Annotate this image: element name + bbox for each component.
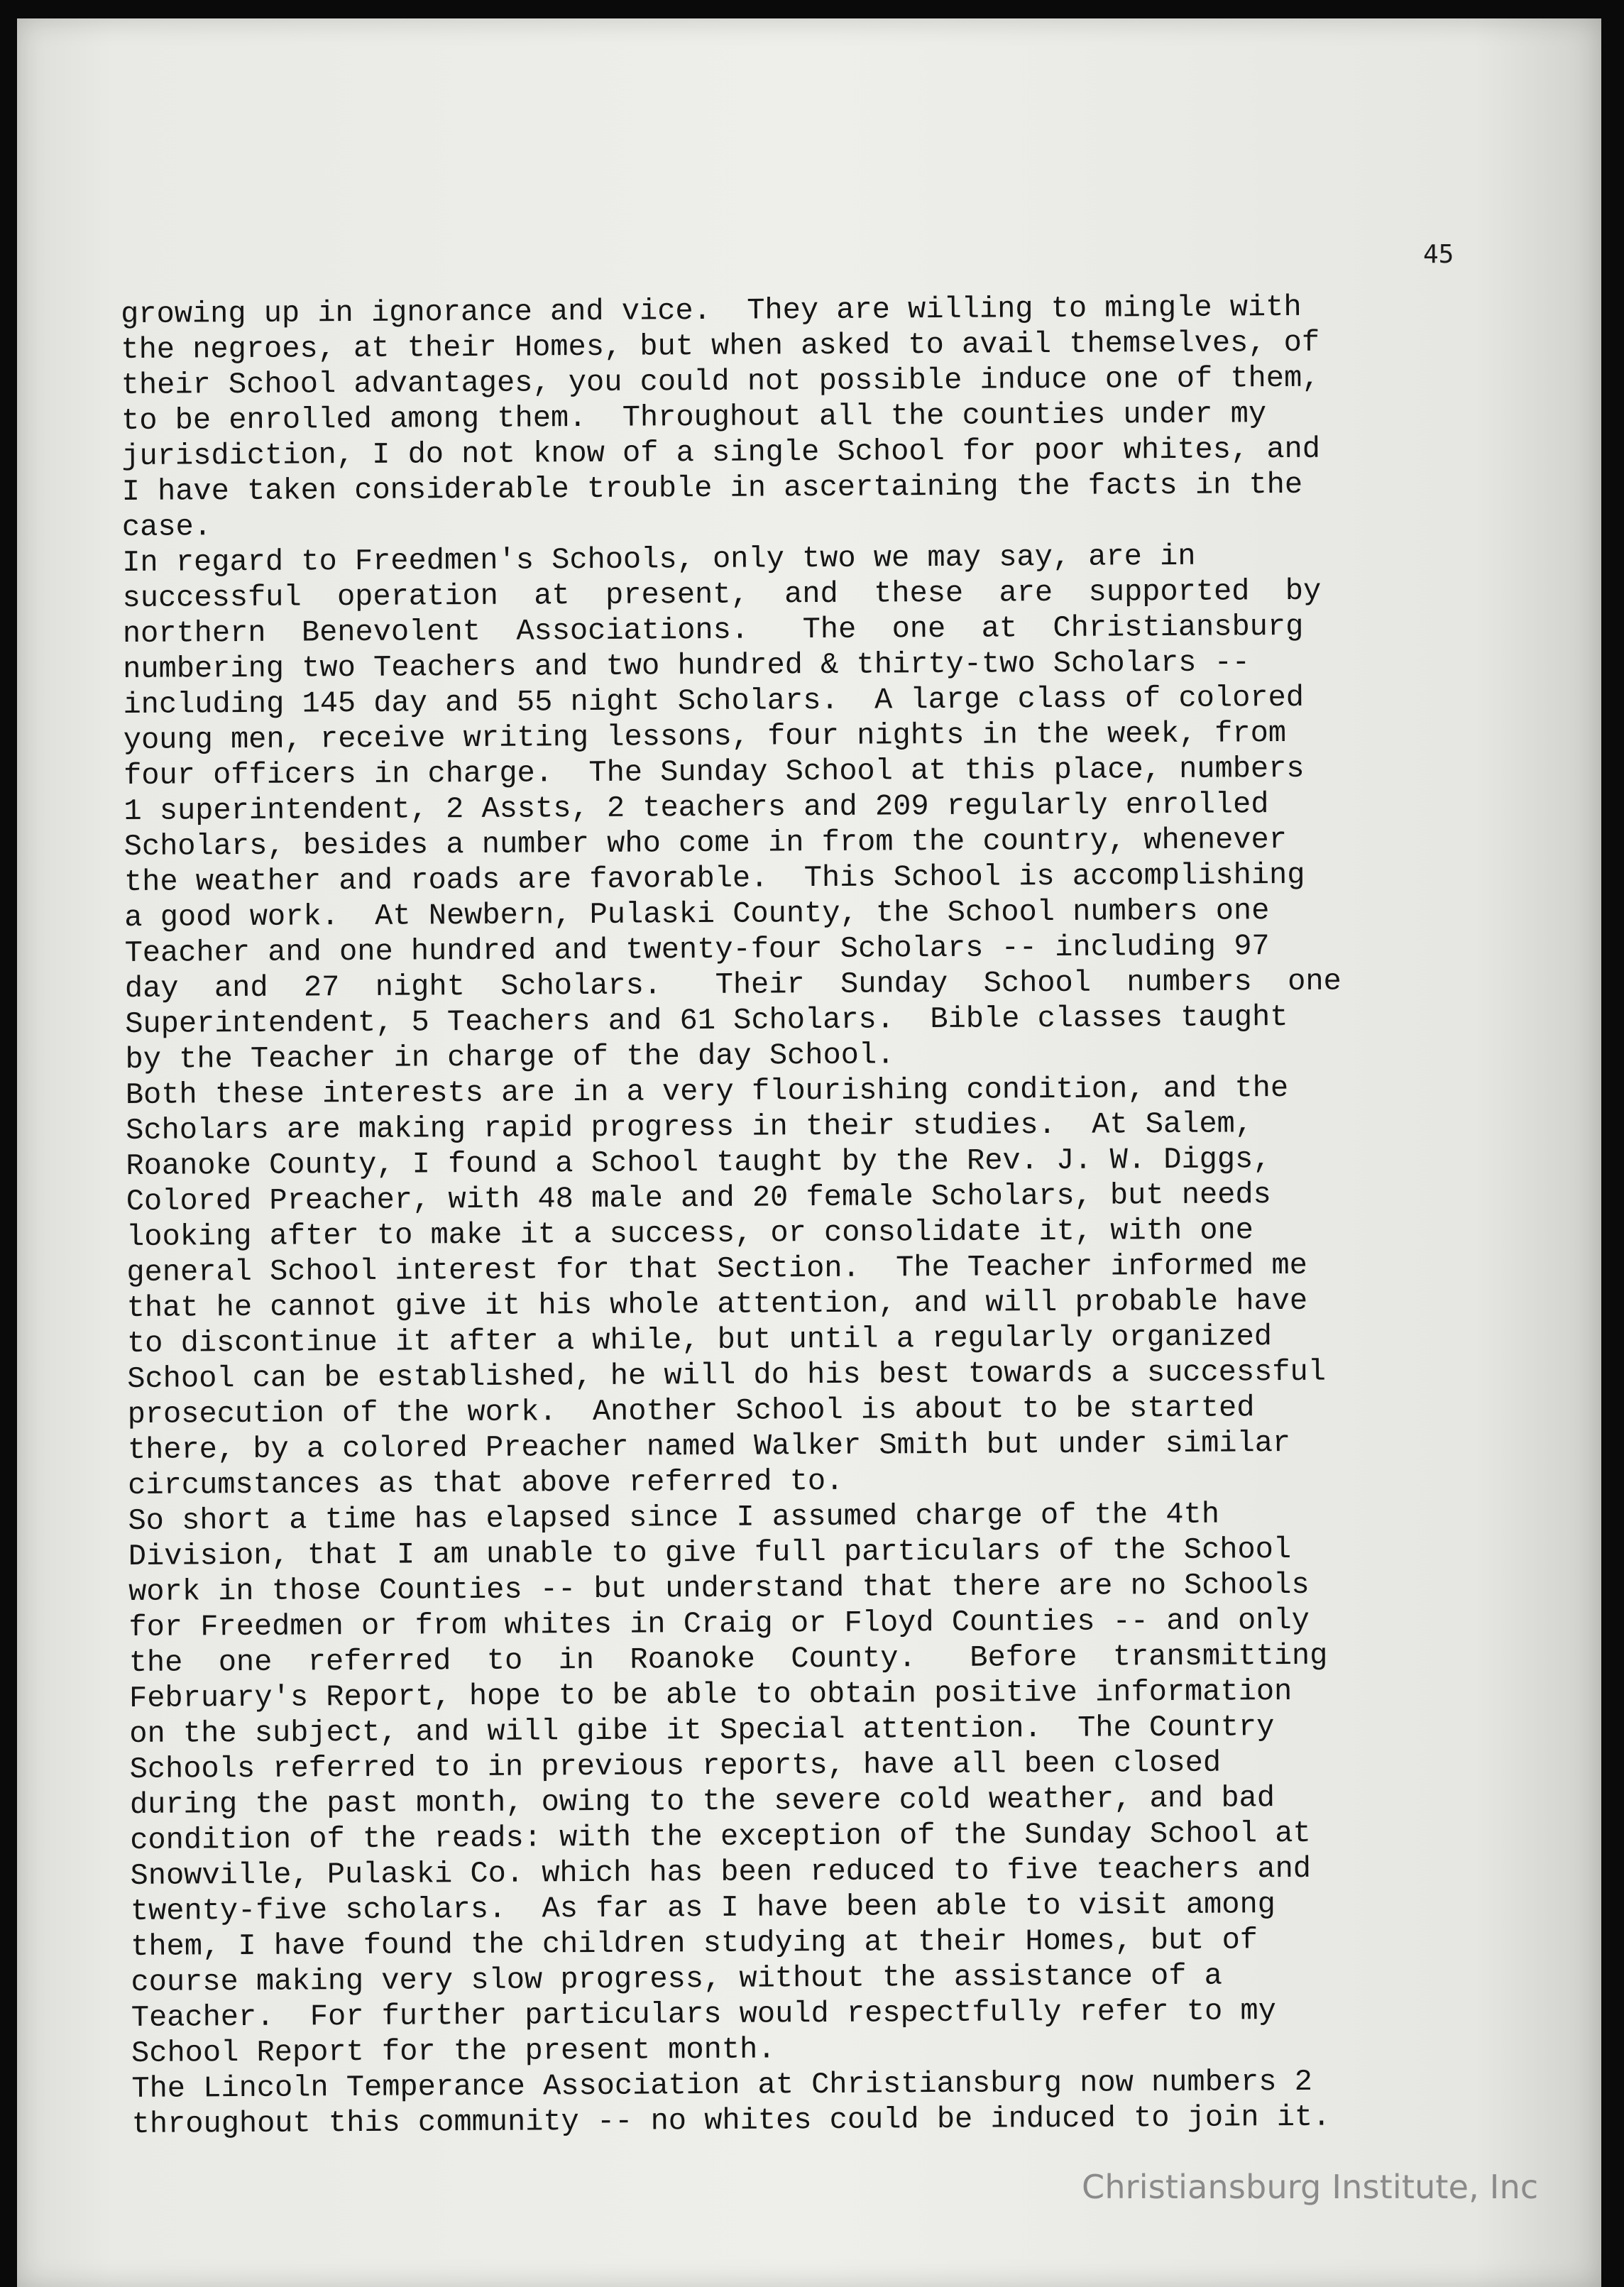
text-line: jurisdiction, I do not know of a single School for poor whites, and — [121, 432, 1321, 473]
text-line: for Freedmen or from whites in Craig or Floyd Counties -- and only — [128, 1603, 1310, 1645]
text-line: successful operation at present, and these are supported by — [122, 574, 1322, 615]
text-line: I have taken considerable trouble in ascertaining the facts in the — [121, 467, 1303, 509]
text-line: growing up in ignorance and vice. They are willing to mingle with — [121, 290, 1302, 331]
text-line: on the subject, and will gibe it Special attention. The Country — [129, 1710, 1275, 1751]
text-line: them, I have found the children studying at their Homes, but of — [131, 1923, 1258, 1964]
page-number: 45 — [1423, 240, 1454, 269]
text-line: School Report for the present month. — [131, 2032, 776, 2071]
text-line: northern Benevolent Associations. The one at Christiansburg — [122, 609, 1304, 651]
text-line: looking after to make it a success, or consolidate it, with one — [126, 1213, 1254, 1254]
text-line: Scholars are making rapid progress in their studies. At Salem, — [126, 1107, 1253, 1148]
text-line: day and 27 night Scholars. Their Sunday School numbers one — [124, 964, 1342, 1006]
text-line: Both these interests are in a very flourishing condition, and the — [125, 1070, 1289, 1112]
text-line: to be enrolled among them. Throughout all the counties under my — [121, 397, 1267, 438]
text-line: February's Report, hope to be able to obtain positive information — [128, 1674, 1293, 1716]
text-line: the one referred to in Roanoke County. Before transmitting — [128, 1638, 1328, 1680]
text-line: the weather and roads are favorable. This School is accomplishing — [124, 857, 1305, 899]
text-line: there, by a colored Preacher named Walker Smith but under similar — [127, 1425, 1291, 1467]
text-line: 1 superintendent, 2 Assts, 2 teachers and 209 regularly enrolled — [124, 787, 1269, 828]
text-line: Division, that I am unable to give full particulars of the School — [128, 1532, 1292, 1574]
text-line: The Lincoln Temperance Association at Christiansburg now numbers 2 — [131, 2064, 1313, 2106]
text-line: numbering two Teachers and two hundred & thirty-two Scholars -- — [123, 645, 1251, 686]
document-body — [121, 289, 1466, 2142]
text-line: twenty-five scholars. As far as I have been able to visit among — [130, 1887, 1276, 1929]
text-line: that he cannot give it his whole attention, and will probable have — [126, 1283, 1308, 1325]
text-line: Teacher. For further particulars would respectfully refer to my — [131, 1994, 1276, 2035]
text-line: the negroes, at their Homes, but when asked to avail themselves, of — [121, 325, 1320, 367]
text-line: Snowville, Pulaski Co. which has been reduced to five teachers and — [130, 1851, 1312, 1893]
text-line: condition of the reads: with the exception of the Sunday School at — [130, 1816, 1311, 1858]
text-line: Superintendent, 5 Teachers and 61 Scholars. Bible classes taught — [125, 999, 1288, 1041]
text-line: Schools referred to in previous reports, have all been closed — [129, 1745, 1222, 1787]
text-line: circumstances as that above referred to. — [128, 1464, 844, 1503]
text-line: School can be established, he will do his best towards a successful — [127, 1354, 1327, 1396]
text-line: course making very slow progress, without the assistance of a — [131, 1958, 1223, 2000]
text-line: Scholars, besides a number who come in from the country, whenever — [124, 822, 1288, 864]
text-line: Teacher and one hundred and twenty-four Scholars -- including 97 — [124, 929, 1270, 970]
text-line: a good work. At Newbern, Pulaski County, the School numbers one — [124, 894, 1270, 935]
text-line: prosecution of the work. Another School is about to be started — [127, 1391, 1255, 1432]
text-line: during the past month, owing to the severe cold weather, and bad — [129, 1781, 1275, 1822]
text-line: work in those Counties -- but understand that there are no Schools — [128, 1567, 1310, 1609]
text-line: general School interest for that Section. The Teacher informed me — [126, 1248, 1307, 1290]
text-line: four officers in charge. The Sunday School at this place, numbers — [123, 751, 1305, 793]
watermark: Christiansburg Institute, Inc — [1082, 2168, 1539, 2206]
text-line: throughout this community -- no whites could be induced to join it. — [131, 2100, 1331, 2141]
text-line: Roanoke County, I found a School taught by the Rev. J. W. Diggs, — [126, 1142, 1271, 1183]
text-line: Colored Preacher, with 48 male and 20 female Scholars, but needs — [126, 1178, 1271, 1219]
text-line: case. — [121, 510, 212, 544]
text-line: So short a time has elapsed since I assumed charge of the 4th — [128, 1497, 1220, 1538]
text-line: by the Teacher in charge of the day School. — [125, 1038, 895, 1077]
text-line: their School advantages, you could not possible induce one of them, — [121, 361, 1320, 402]
text-line: In regard to Freedmen's Schools, only two we may say, are in — [122, 539, 1196, 580]
text-line: young men, receive writing lessons, four nights in the week, from — [123, 715, 1287, 757]
text-line: including 145 day and 55 night Scholars. A large class of colored — [123, 680, 1305, 722]
text-line: to discontinue it after a while, but until a regularly organized — [126, 1320, 1273, 1361]
